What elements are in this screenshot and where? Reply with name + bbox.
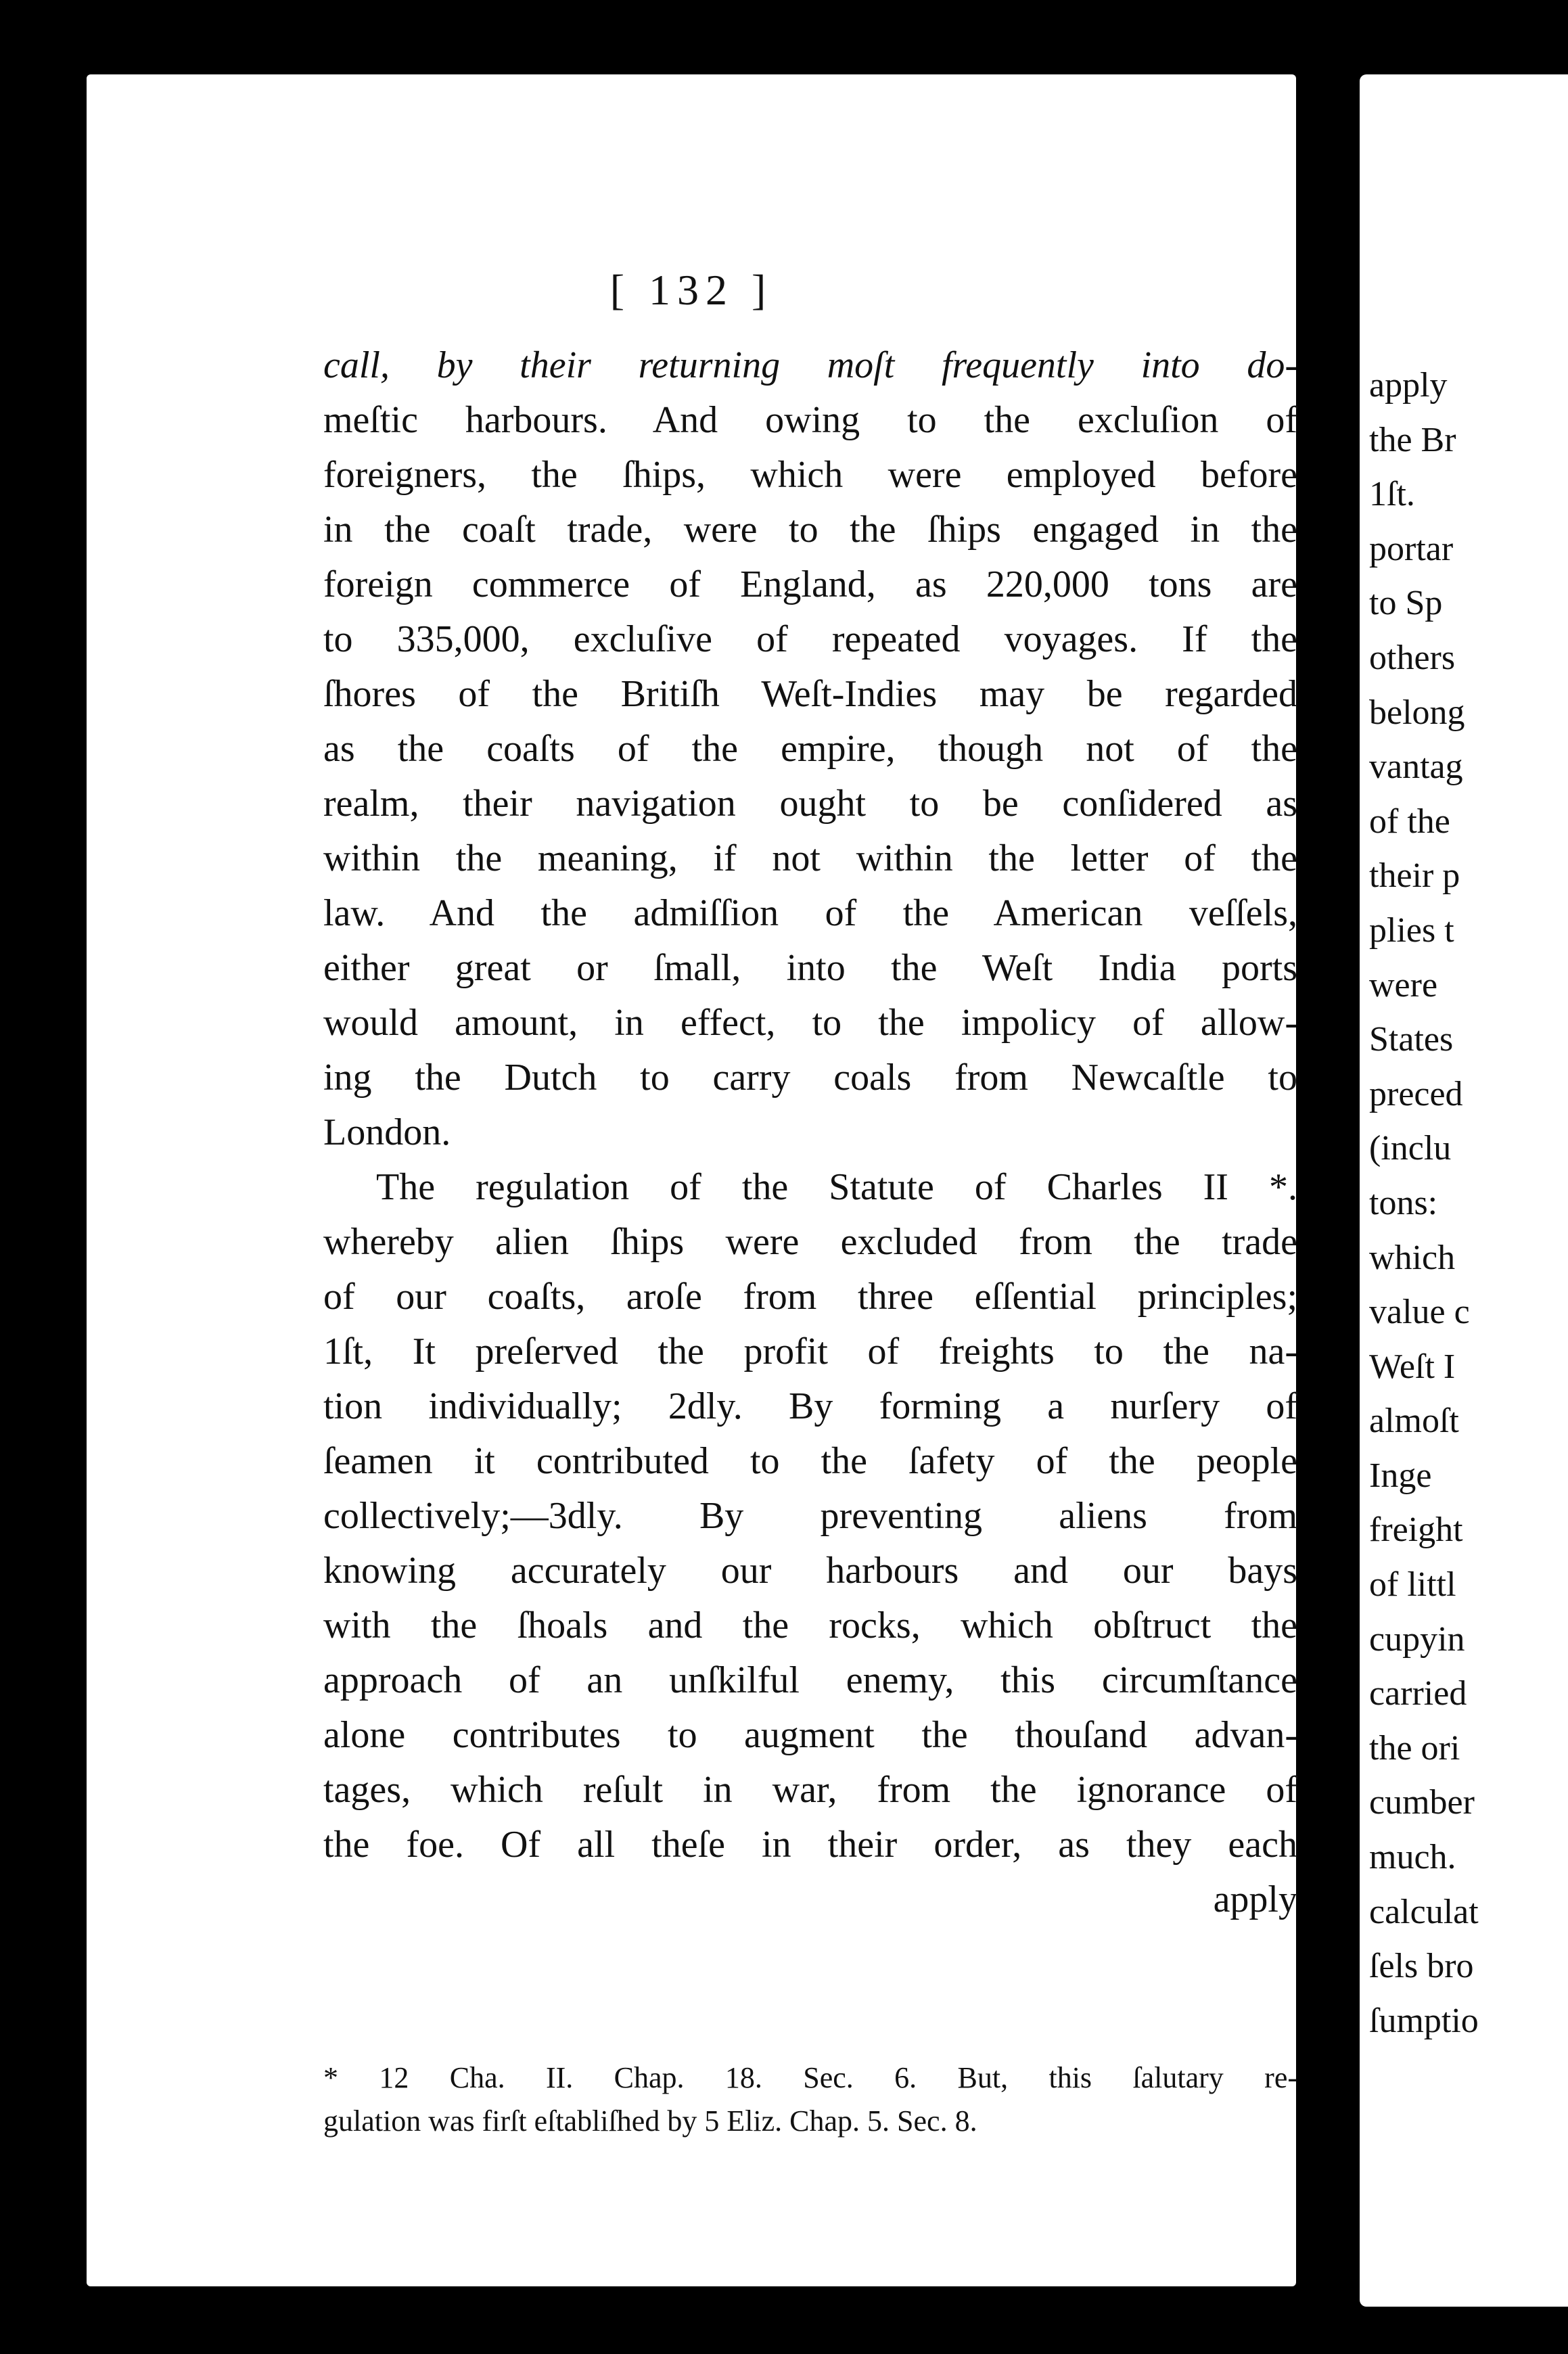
right-page-text (1369, 359, 1479, 2048)
text-line: collectively;—3dly. By preventing aliens from (323, 1495, 1297, 1537)
catchword: apply (1213, 1878, 1297, 1920)
text-line: tons: (1369, 1183, 1438, 1222)
text-line: vantag (1369, 747, 1463, 787)
text-line: realm, their navigation ought to be conſidered as (323, 783, 1297, 825)
text-line: much. (1369, 1838, 1456, 1877)
text-line: value c (1369, 1293, 1470, 1332)
text-line: 1ſt. (1369, 475, 1415, 514)
text-line: whereby alien ſhips were excluded from the trade (323, 1221, 1297, 1263)
text-line: the ori (1369, 1728, 1460, 1768)
text-line: meſtic harbours. And owing to the excluſion of (323, 399, 1297, 441)
text-line: cumber (1369, 1783, 1475, 1822)
text-line: to Sp (1369, 584, 1443, 623)
text-line: knowing accurately our harbours and our bays (323, 1550, 1297, 1592)
text-line: of littl (1369, 1565, 1456, 1605)
text-line: calculat (1369, 1892, 1479, 1931)
text-line: in the coaſt trade, were to the ſhips engaged in the (323, 509, 1297, 551)
text-line: which (1369, 1238, 1456, 1277)
text-line: of the (1369, 802, 1450, 841)
text-line: alone contributes to augment the thouſand advan- (323, 1714, 1297, 1756)
text-line: their p (1369, 856, 1460, 896)
text-line: preced (1369, 1074, 1463, 1113)
text-line: call, by their returning moſt frequently into do- (323, 344, 1297, 386)
text-line: to 335,000, excluſive of repeated voyages. If the (323, 618, 1297, 660)
footnote-line: * 12 Cha. II. Chap. 18. Sec. 6. But, this ſalutary re- (323, 2061, 1297, 2094)
footnote (323, 2056, 1297, 2143)
page-body (323, 338, 1297, 1927)
text-line: (inclu (1369, 1129, 1452, 1168)
text-line: freight (1369, 1510, 1463, 1550)
text-line: carried (1369, 1674, 1467, 1713)
text-line: law. And the admiſſion of the American veſſels, (323, 892, 1297, 934)
text-line: belong (1369, 693, 1465, 732)
text-line: London. (323, 1111, 451, 1153)
text-line: of our coaſts, aroſe from three eſſential principles; (323, 1276, 1297, 1318)
text-line: almoſt (1369, 1402, 1459, 1441)
text-line: plies t (1369, 910, 1454, 950)
text-line: apply (1369, 366, 1448, 405)
text-line: portar (1369, 529, 1454, 568)
text-line: The regulation of the Statute of Charles II *. (376, 1166, 1297, 1208)
text-line: the foe. Of all theſe in their order, as they each (323, 1824, 1297, 1866)
text-line: within the meaning, if not within the letter of the (323, 837, 1297, 879)
text-line: ſumptio (1369, 2001, 1479, 2040)
text-line: foreigners, the ſhips, which were employed before (323, 454, 1297, 496)
text-line: ſeamen it contributed to the ſafety of the people (323, 1440, 1297, 1482)
text-line: 1ſt, It preſerved the profit of freights to the na- (323, 1331, 1297, 1372)
left-page (87, 74, 1296, 2286)
text-line: either great or ſmall, into the Weſt India ports (323, 947, 1297, 989)
text-line: others (1369, 638, 1456, 677)
text-line: foreign commerce of England, as 220,000 tons are (323, 563, 1297, 605)
text-line: approach of an unſkilful enemy, this circumſtance (323, 1659, 1297, 1701)
text-line: the Br (1369, 420, 1456, 459)
text-line: cupyin (1369, 1619, 1465, 1659)
footnote-line: gulation was firſt eſtabliſhed by 5 Eliz. Chap. 5. Sec. 8. (323, 2104, 977, 2138)
page-header: [ 132 ] (609, 266, 773, 314)
text-line: Inge (1369, 1456, 1432, 1495)
text-line: as the coaſts of the empire, though not of the (323, 728, 1297, 770)
text-line: ing the Dutch to carry coals from Newcaſtle to (323, 1057, 1297, 1099)
text-line: were (1369, 965, 1438, 1005)
text-line: ſhores of the Britiſh Weſt-Indies may be regarded (323, 673, 1297, 715)
text-line: would amount, in effect, to the impolicy of allow- (323, 1002, 1297, 1044)
text-line: with the ſhoals and the rocks, which obſtruct the (323, 1605, 1297, 1646)
text-line: Weſt I (1369, 1347, 1456, 1386)
text-line: tion individually; 2dly. By forming a nurſery of (323, 1385, 1297, 1427)
text-line: tages, which reſult in war, from the ignorance of (323, 1769, 1297, 1811)
text-line: ſels bro (1369, 1947, 1474, 1986)
text-line: States (1369, 1020, 1454, 1059)
right-page-fragment (1360, 74, 1568, 2307)
